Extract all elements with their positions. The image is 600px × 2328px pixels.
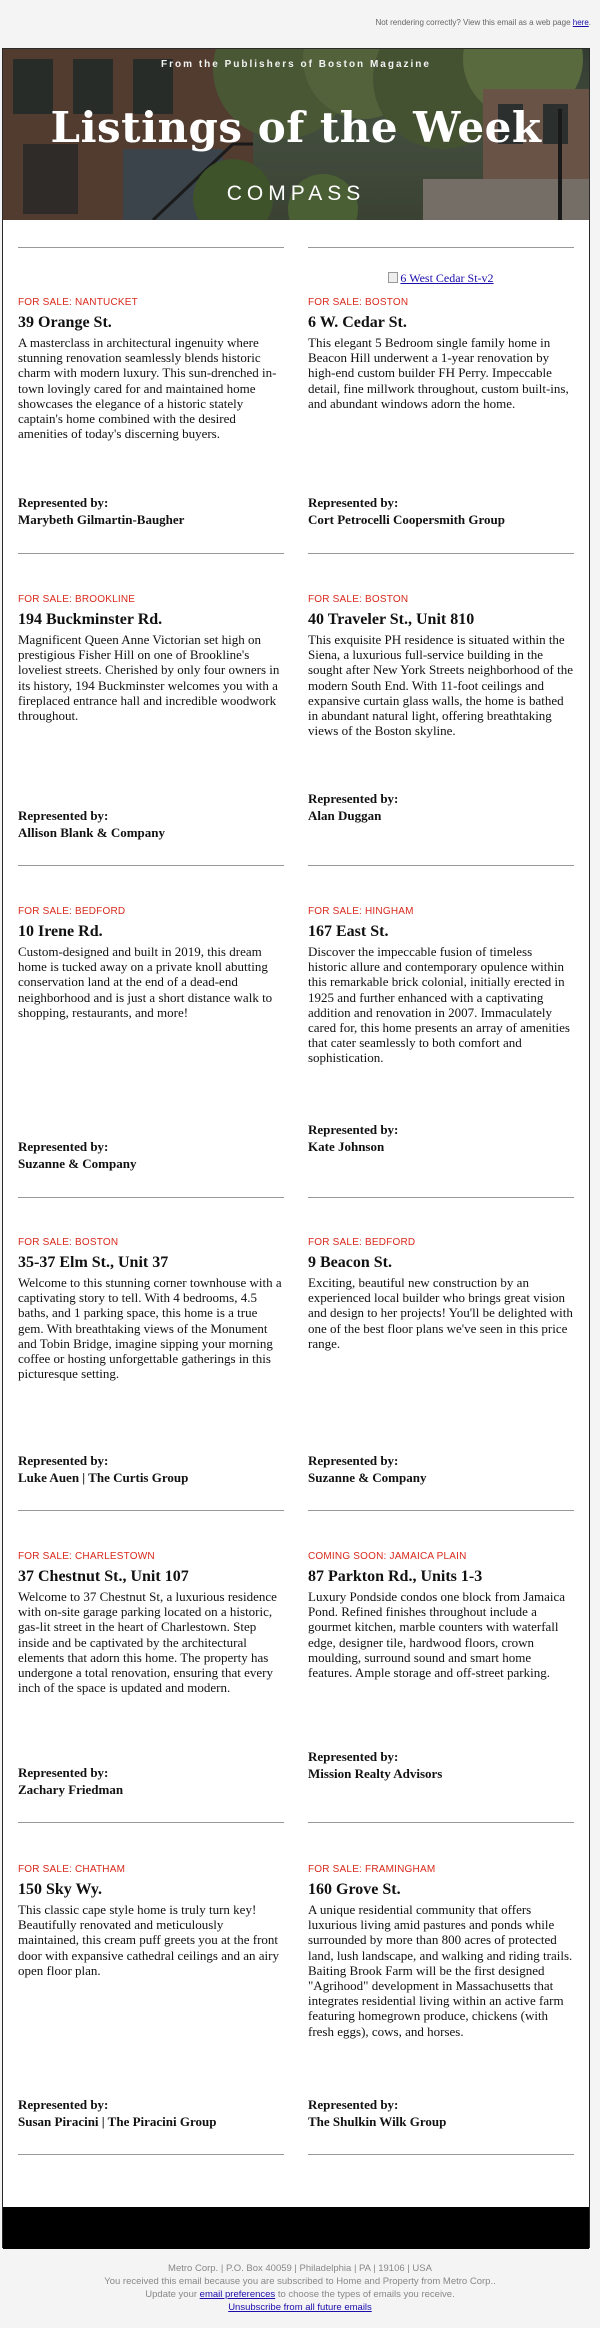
listing-tag: FOR SALE: HINGHAM <box>308 906 414 917</box>
footer-bar <box>3 2207 589 2249</box>
listing-tag: FOR SALE: CHATHAM <box>18 1864 126 1875</box>
divider <box>308 1197 574 1198</box>
listing-card <box>18 1237 284 1381</box>
agent-name: Kate Johnson <box>308 1139 385 1154</box>
listing-description: This classic cape style home is truly turn key! Beautifully renovated and meticulously maintained, this cream puff greets you at the front door with expansive cathedral ceilings and an airy open floor plan. <box>18 1902 279 1978</box>
listing-description: This elegant 5 Bedroom single family home in Beacon Hill underwent a 1-year renovation by high-end custom builder FH Perry. Impeccable detail, fine millwork throughout, custom built-ins, and abundant windows adorn the home. <box>308 335 569 411</box>
listing-address[interactable]: 6 W. Cedar St. <box>308 314 407 331</box>
listing-address[interactable]: 167 East St. <box>308 923 389 940</box>
rep-label: Represented by: <box>308 1749 399 1764</box>
listing-description: Exciting, beautiful new construction by an experienced local builder who brings great vision and design to her projects! You'll be delighted with one of the best floor plans we've seen in this price range. <box>308 1275 573 1351</box>
hero-title: Listings of the Week <box>50 103 542 152</box>
web-view-link[interactable]: here <box>572 18 589 27</box>
listing-address[interactable]: 35-37 Elm St., Unit 37 <box>18 1254 169 1271</box>
listing-address[interactable]: 40 Traveler St., Unit 810 <box>308 611 475 628</box>
preheader-end: . <box>588 18 591 27</box>
email-preferences-link[interactable]: email preferences <box>199 2289 276 2300</box>
photo-alt-text[interactable]: 6 West Cedar St-v2 <box>400 271 494 285</box>
listing-card <box>18 906 284 1020</box>
email-body <box>2 48 590 2248</box>
listing-tag: FOR SALE: BOSTON <box>308 594 409 605</box>
divider <box>18 1510 284 1511</box>
rep-label: Represented by: <box>308 1122 399 1137</box>
divider <box>308 1510 574 1511</box>
divider <box>18 1197 284 1198</box>
listing-tag: COMING SOON: JAMAICA PLAIN <box>308 1551 467 1562</box>
listing-description: Discover the impeccable fusion of timeless historic allure and contemporary opulence within this remarkable brick colonial, initially erected in 1925 and further enhanced with a captivating addition and renovation in 2007. Immaculately cared for, this home presents an array of amenities that cater seamlessly to both comfort and sophistication. <box>308 944 570 1066</box>
broken-image-icon <box>388 272 398 283</box>
agent-name: Marybeth Gilmartin-Baugher <box>18 512 185 527</box>
agent-name: Suzanne & Company <box>18 1156 137 1171</box>
listing-description: This exquisite PH residence is situated within the Siena, a luxurious full-service building in the sought after New York Streets neighborhood of the modern South End. With 11-foot ceilings and expansive curtain glass walls, the home is bathed in abundant natural light, offering breathtaking views of the Boston skyline. <box>308 632 574 739</box>
agent-name: Allison Blank & Company <box>18 825 166 840</box>
agent-name: Suzanne & Company <box>308 1470 427 1485</box>
rep-label: Represented by: <box>18 1765 109 1780</box>
prefs-text-before: Update your <box>145 2289 200 2300</box>
agent-name: Zachary Friedman <box>18 1782 124 1797</box>
listing-card <box>18 1551 284 1695</box>
listing-address[interactable]: 160 Grove St. <box>308 1881 401 1898</box>
divider <box>18 553 284 554</box>
listing-tag: FOR SALE: BOSTON <box>308 297 409 308</box>
rep-label: Represented by: <box>18 495 109 510</box>
footer-preferences <box>0 2288 600 2301</box>
listing-address[interactable]: 87 Parkton Rd., Units 1-3 <box>308 1568 483 1585</box>
listing-description: Custom-designed and built in 2019, this dream home is tucked away on a private knoll abutting conservation land at the end of a dead-end neighborhood and is just a short distance walk to shopping, restaurants, and more! <box>18 944 273 1020</box>
listing-tag: FOR SALE: BEDFORD <box>18 906 126 917</box>
listing-card <box>308 1237 574 1351</box>
footer-address: Metro Corp. | P.O. Box 40059 | Philadelphia | PA | 19106 | USA <box>168 2263 432 2274</box>
rep-label: Represented by: <box>18 1453 109 1468</box>
listing-description: A unique residential community that offers luxurious living amid pastures and ponds while surrounded by more than 800 acres of protected land, lush landscape, and walking and riding trails. Baiting Brook Farm will be the first designed "Agrihood" development in Massachusetts that integrates residential living within an active farm featuring homegrown produce, chickens (with fresh eggs), cows, and horses. <box>308 1902 573 2039</box>
listing-tag: FOR SALE: FRAMINGHAM <box>308 1864 436 1875</box>
listing-tag: FOR SALE: BOSTON <box>18 1237 119 1248</box>
divider <box>18 1822 284 1823</box>
listing-tag: FOR SALE: BROOKLINE <box>18 594 136 605</box>
listing-description: Magnificent Queen Anne Victorian set high on prestigious Fisher Hill on one of Brookline's loveliest streets. Cherished by only four owners in its history, 194 Buckminster welcomes you with a fireplaced entrance hall and incredible woodwork throughout. <box>18 632 280 724</box>
hero-eyebrow: From the Publishers of Boston Magazine <box>161 59 431 70</box>
divider <box>308 553 574 554</box>
listing-tag: FOR SALE: CHARLESTOWN <box>18 1551 155 1562</box>
footer-reason: You received this email because you are subscribed to Home and Property from Metro Corp.. <box>104 2276 496 2287</box>
rep-label: Represented by: <box>308 791 399 806</box>
agent-name: Alan Duggan <box>308 808 382 823</box>
divider <box>308 247 574 248</box>
listing-card <box>18 297 284 441</box>
agent-name: The Shulkin Wilk Group <box>308 2114 447 2129</box>
listing-description: Welcome to 37 Chestnut St, a luxurious residence with on-site garage parking located on a historic, gas-lit street in the heart of Charlestown. Step inside and be captivated by the architectural elements that adorn this home. The property has undergone a total renovation, ensuring that every inch of the space is updated and modern. <box>18 1589 277 1696</box>
agent-name: Cort Petrocelli Coopersmith Group <box>308 512 506 527</box>
listing-card <box>308 297 574 411</box>
listing-address[interactable]: 150 Sky Wy. <box>18 1881 103 1898</box>
unsubscribe-link[interactable]: Unsubscribe from all future emails <box>228 2302 372 2313</box>
rep-label: Represented by: <box>18 1139 109 1154</box>
preheader-text: Not rendering correctly? View this email as a web page <box>375 18 573 27</box>
divider <box>308 1822 574 1823</box>
listing-address[interactable]: 9 Beacon St. <box>308 1254 392 1271</box>
rep-label: Represented by: <box>18 808 109 823</box>
rep-label: Represented by: <box>18 2097 109 2112</box>
listing-card <box>308 1864 574 2039</box>
listing-card <box>18 594 284 723</box>
divider <box>308 2154 574 2155</box>
divider <box>18 865 284 866</box>
listing-tag: FOR SALE: BEDFORD <box>308 1237 416 1248</box>
listing-photo[interactable] <box>308 271 574 286</box>
listing-description: Luxury Pondside condos one block from Jamaica Pond. Refined finishes throughout include a gourmet kitchen, marble counters with waterfall edge, designer tile, hardwood floors, crown moulding, surround sound and smart home features. Ample storage and off-street parking. <box>308 1589 566 1681</box>
listing-card <box>308 594 574 738</box>
listing-address[interactable]: 10 Irene Rd. <box>18 923 103 940</box>
hero-banner <box>3 49 589 220</box>
divider <box>18 2154 284 2155</box>
listing-description: A masterclass in architectural ingenuity where stunning renovation seamlessly blends historic charm with modern luxury. This sun-drenched in-town lovingly cared for and maintained home showcases the elegance of a historic stately captain's home combined with the desired amenities of today's discerning buyers. <box>18 335 277 442</box>
listing-card <box>308 1551 574 1680</box>
compass-logo: COMPASS <box>226 182 366 205</box>
listing-address[interactable]: 39 Orange St. <box>18 314 112 331</box>
listing-card <box>308 906 574 1066</box>
rep-label: Represented by: <box>308 495 399 510</box>
footer <box>0 2262 600 2314</box>
agent-name: Susan Piracini | The Piracini Group <box>18 2114 217 2129</box>
listing-tag: FOR SALE: NANTUCKET <box>18 297 138 308</box>
divider <box>18 247 284 248</box>
listing-card <box>18 1864 284 1978</box>
preheader <box>31 18 591 27</box>
agent-name: Mission Realty Advisors <box>308 1766 443 1781</box>
agent-name: Luke Auen | The Curtis Group <box>18 1470 189 1485</box>
listing-description: Welcome to this stunning corner townhouse with a captivating story to tell. With 4 bedrooms, 4.5 baths, and 1 parking space, this home is a true gem. With breathtaking views of the Monument and Tobin Bridge, imagine sipping your morning coffee or hosting unforgettable gatherings in this picturesque setting. <box>18 1275 282 1382</box>
rep-label: Represented by: <box>308 2097 399 2112</box>
rep-label: Represented by: <box>308 1453 399 1468</box>
divider <box>308 865 574 866</box>
listing-address[interactable]: 37 Chestnut St., Unit 107 <box>18 1568 189 1585</box>
prefs-text-after: to choose the types of emails you receive. <box>275 2289 455 2300</box>
listing-address[interactable]: 194 Buckminster Rd. <box>18 611 163 628</box>
